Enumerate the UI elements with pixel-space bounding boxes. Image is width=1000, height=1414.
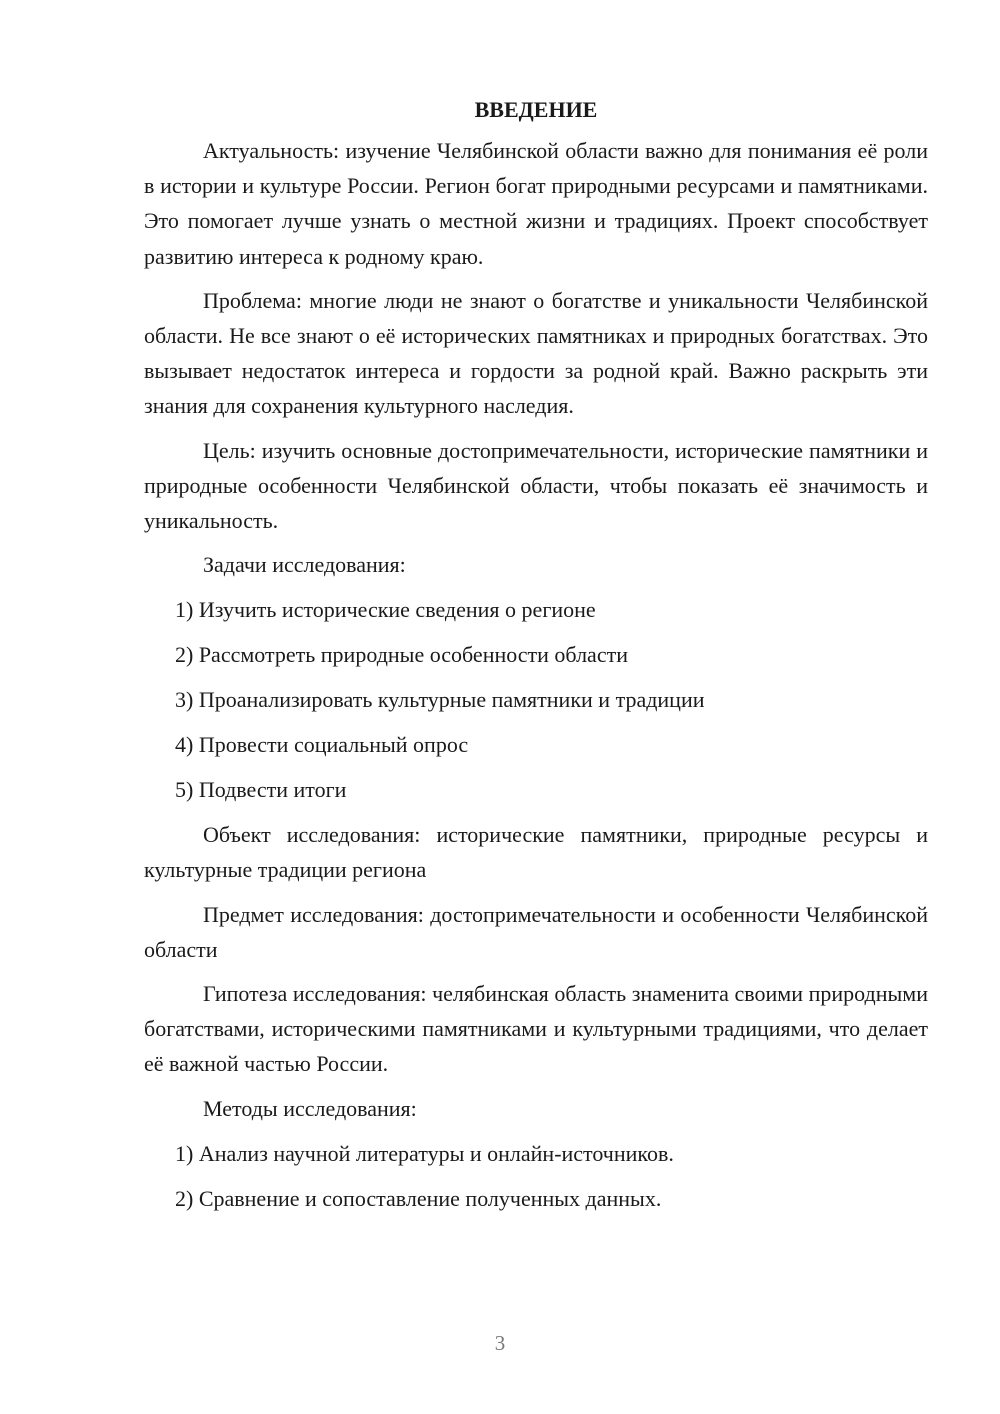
method-item: 2) Сравнение и сопоставление полученных данных. [175, 1185, 662, 1211]
task-item: 1) Изучить исторические сведения о регионе [175, 597, 596, 623]
paragraph-object: Объект исследования: исторические памятники, природные ресурсы и культурные традиции региона [144, 822, 928, 883]
task-item: 2) Рассмотреть природные особенности области [175, 642, 628, 668]
method-item: 1) Анализ научной литературы и онлайн-источников. [175, 1140, 674, 1166]
paragraph-hypothesis: Гипотеза исследования: челябинская область знаменита своими природными богатствами, историческими памятниками и культурными традициями, что делает её важной частью России. [144, 981, 928, 1077]
task-item: 4) Провести социальный опрос [175, 732, 469, 758]
section-title: ВВЕДЕНИЕ [474, 97, 598, 122]
paragraph-relevance: Актуальность: изучение Челябинской области важно для понимания её роли в истории и культуре России. Регион богат природными ресурсами и памятниками. Это помогает лучше узнать о местной жизни и традициях. Проект способствует развитию интереса к родному краю. [144, 138, 928, 269]
task-item: 3) Проанализировать культурные памятники и традиции [175, 687, 705, 713]
tasks-label: Задачи исследования: [203, 552, 406, 578]
page-number: 3 [494, 1331, 506, 1355]
task-item: 5) Подвести итоги [175, 777, 347, 803]
methods-label: Методы исследования: [203, 1095, 417, 1121]
document-page [144, 95, 928, 1226]
paragraph-goal: Цель: изучить основные достопримечательности, исторические памятники и природные особенности Челябинской области, чтобы показать её значимость и уникальность. [144, 437, 928, 534]
paragraph-subject: Предмет исследования: достопримечательности и особенности Челябинской области [144, 901, 928, 962]
paragraph-problem: Проблема: многие люди не знают о богатстве и уникальности Челябинской области. Не все знают о её исторических памятниках и природных богатствах. Это вызывает недостаток интереса и гордости за родной край. Важно раскрыть эти знания для сохранения культурного наследия. [144, 287, 928, 419]
